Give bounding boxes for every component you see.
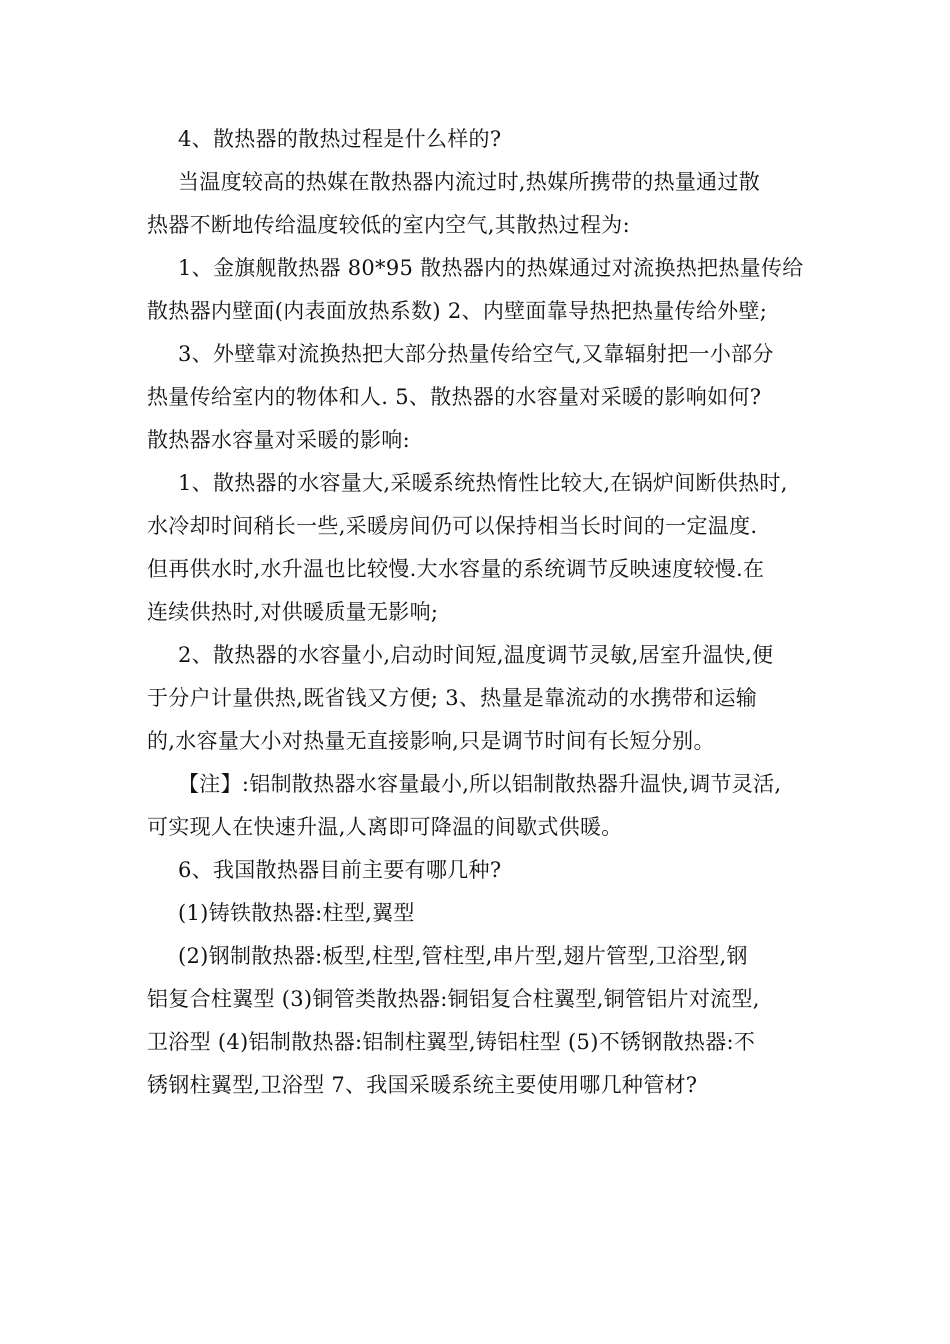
- text-line: 2、散热器的水容量小,启动时间短,温度调节灵敏,居室升温快,便: [178, 643, 774, 667]
- text-line: 铝复合柱翼型 (3)铜管类散热器:铜铝复合柱翼型,铜管铝片对流型,: [147, 987, 760, 1011]
- text-line: 3、外壁靠对流换热把大部分热量传给空气,又靠辐射把一小部分: [178, 342, 774, 366]
- text-line: 1、金旗舰散热器 80*95 散热器内的热媒通过对流换热把热量传给: [178, 256, 804, 280]
- text-line: 锈钢柱翼型,卫浴型 7、我国采暖系统主要使用哪几种管材?: [147, 1073, 698, 1097]
- text-line: 【注】:铝制散热器水容量最小,所以铝制散热器升温快,调节灵活,: [178, 772, 782, 796]
- text-line: 连续供热时,对供暖质量无影响;: [147, 600, 439, 624]
- text-line: 6、我国散热器目前主要有哪几种?: [178, 858, 502, 882]
- text-line: (1)铸铁散热器:柱型,翼型: [178, 901, 415, 925]
- text-line: 的,水容量大小对热量无直接影响,只是调节时间有长短分别。: [147, 729, 715, 753]
- text-line: 散热器内壁面(内表面放热系数) 2、内壁面靠导热把热量传给外壁;: [147, 299, 768, 323]
- text-line: 水冷却时间稍长一些,采暖房间仍可以保持相当长时间的一定温度.: [147, 514, 758, 538]
- text-line: 热器不断地传给温度较低的室内空气,其散热过程为:: [147, 213, 630, 237]
- text-line: 当温度较高的热媒在散热器内流过时,热媒所携带的热量通过散: [178, 170, 761, 194]
- text-line: 于分户计量供热,既省钱又方便; 3、热量是靠流动的水携带和运输: [147, 686, 758, 710]
- text-line: 1、散热器的水容量大,采暖系统热惰性比较大,在锅炉间断供热时,: [178, 471, 788, 495]
- text-line: 可实现人在快速升温,人离即可降温的间歇式供暖。: [147, 815, 623, 839]
- text-line: 但再供水时,水升温也比较慢.大水容量的系统调节反映速度较慢.在: [147, 557, 765, 581]
- text-line: 卫浴型 (4)铝制散热器:铝制柱翼型,铸铝柱型 (5)不锈钢散热器:不: [147, 1030, 756, 1054]
- text-line: (2)钢制散热器:板型,柱型,管柱型,串片型,翅片管型,卫浴型,钢: [178, 944, 748, 968]
- text-line: 散热器水容量对采暖的影响:: [147, 428, 410, 452]
- text-line: 4、散热器的散热过程是什么样的?: [178, 127, 502, 151]
- text-line: 热量传给室内的物体和人. 5、散热器的水容量对采暖的影响如何?: [147, 385, 762, 409]
